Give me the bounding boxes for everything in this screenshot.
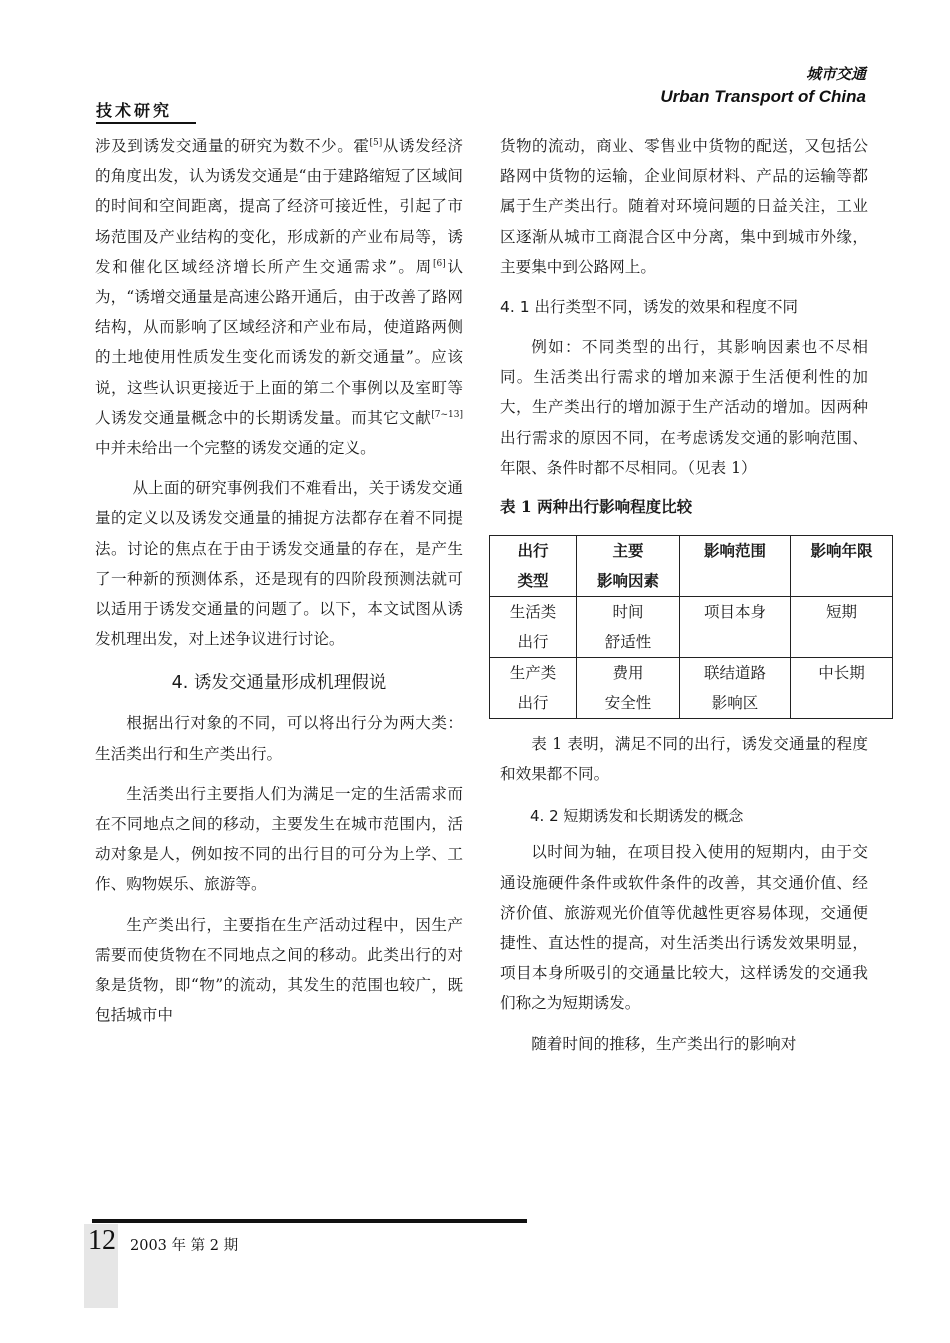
table-cell: 时间 舒适性 [577, 597, 680, 658]
table-row [490, 658, 893, 719]
table-cell: 中长期 [791, 658, 893, 719]
citation: [7~13] [431, 409, 463, 420]
table-cell: 费用 安全性 [577, 658, 680, 719]
paragraph: 涉及到诱发交通量的研究为数不少。霍[5]从诱发经济的角度出发，认为诱发交通是“由于建路缩短了区域间的时间和空间距离，提高了经济可接近性，引起了市场范围及产业结构的变化，形成新的产业布局等，诱发和催化区域经济增长所产生交通需求”。周[6]认为，“诱增交通量是高速公路开通后，由于改善了路网结构，从而影响了区域经济和产业布局，使道路两侧的土地使用性质发生变化而诱发的新交通量”。应该说，这些认识更接近于上面的第二个事例以及室町等人诱发交通量概念中的长期诱发量。而其它文献[7~13]中并未给出一个完整的诱发交通的定义。 [95, 137, 463, 458]
comparison-table [489, 535, 893, 719]
table-header-cell: 主要 影响因素 [577, 536, 680, 597]
subsection-heading: 4. 1 出行类型不同，诱发的效果和程度不同 [500, 298, 799, 317]
journal-name-cn: 城市交通 [805, 65, 866, 83]
table-title: 表 1 两种出行影响程度比较 [500, 497, 693, 517]
paragraph: 例如：不同类型的出行，其影响因素也不尽相同。生活类出行需求的增加来源于生活便利性的加大，生产类出行的增加源于生产活动的增加。因两种出行需求的原因不同，在考虑诱发交通的影响范围、年限、条件时都不尽相同。（见表 1） [500, 338, 868, 477]
table-cell: 生活类 出行 [490, 597, 577, 658]
section-underline [96, 122, 196, 124]
table-header-cell: 出行 类型 [490, 536, 577, 597]
paragraph: 随着时间的推移，生产类出行的影响对 [531, 1034, 797, 1053]
paragraph: 生产类出行，主要指在生产活动过程中，因生产需要而使货物在不同地点之间的移动。此类出行的对象是货物，即“物”的流动，其发生的范围也较广，既包括城市中 [95, 915, 463, 1025]
table-cell: 生产类 出行 [490, 658, 577, 719]
journal-name-en: Urban Transport of China [660, 87, 866, 106]
paragraph: 从上面的研究事例我们不难看出，关于诱发交通量的定义以及诱发交通量的捕捉方法都存在着不同提法。讨论的焦点在于由于诱发交通量的存在，是产生了一种新的预测体系，还是现有的四阶段预测法就可以适用于诱发交通量的问题了。以下，本文试图从诱发机理出发，对上述争议进行讨论。 [95, 479, 463, 649]
paragraph: 生活类出行主要指人们为满足一定的生活需求而在不同地点之间的移动，主要发生在城市范围内，活动对象是人，例如按不同的出行目的可分为上学、工作、购物娱乐、旅游等。 [95, 784, 463, 894]
table-header-cell: 影响范围 [680, 536, 791, 597]
table-cell: 短期 [791, 597, 893, 658]
table-cell: 项目本身 [680, 597, 791, 658]
paragraph: 以时间为轴，在项目投入使用的短期内，由于交通设施硬件条件或软件条件的改善，其交通价值、经济价值、旅游观光价值等优越性更容易体现，交通便捷性、直达性的提高，对生活类出行诱发效果明显，项目本身所吸引的交通量比较大，这样诱发的交通我们称之为短期诱发。 [500, 843, 868, 1013]
left-column [95, 131, 463, 1030]
section-label: 技术研究 [96, 101, 173, 120]
citation: [6] [432, 258, 446, 269]
table-row [490, 597, 893, 658]
table-cell: 联结道路 影响区 [680, 658, 791, 719]
table-header-cell: 影响年限 [791, 536, 893, 597]
subsection-heading: 4. 2 短期诱发和长期诱发的概念 [530, 807, 744, 826]
paragraph: 表 1 表明，满足不同的出行，诱发交通量的程度和效果都不同。 [500, 735, 868, 784]
right-column [500, 131, 873, 1059]
section-heading: 4. 诱发交通量形成机理假说 [171, 673, 387, 694]
citation: [5] [369, 138, 383, 148]
paragraph: 根据出行对象的不同，可以将出行分为两大类：生活类出行和生产类出行。 [95, 714, 463, 763]
table-header-row [490, 536, 893, 597]
footer-rule [92, 1219, 527, 1223]
issue-label: 2003 年 第 2 期 [130, 1238, 239, 1254]
paragraph: 货物的流动，商业、零售业中货物的配送，又包括公路网中货物的运输，企业间原材料、产品的运输等都属于生产类出行。随着对环境问题的日益关注，工业区逐渐从城市工商混合区中分离，集中到城市外缘，主要集中到公路网上。 [500, 137, 868, 276]
page-number: 12 [88, 1225, 116, 1256]
